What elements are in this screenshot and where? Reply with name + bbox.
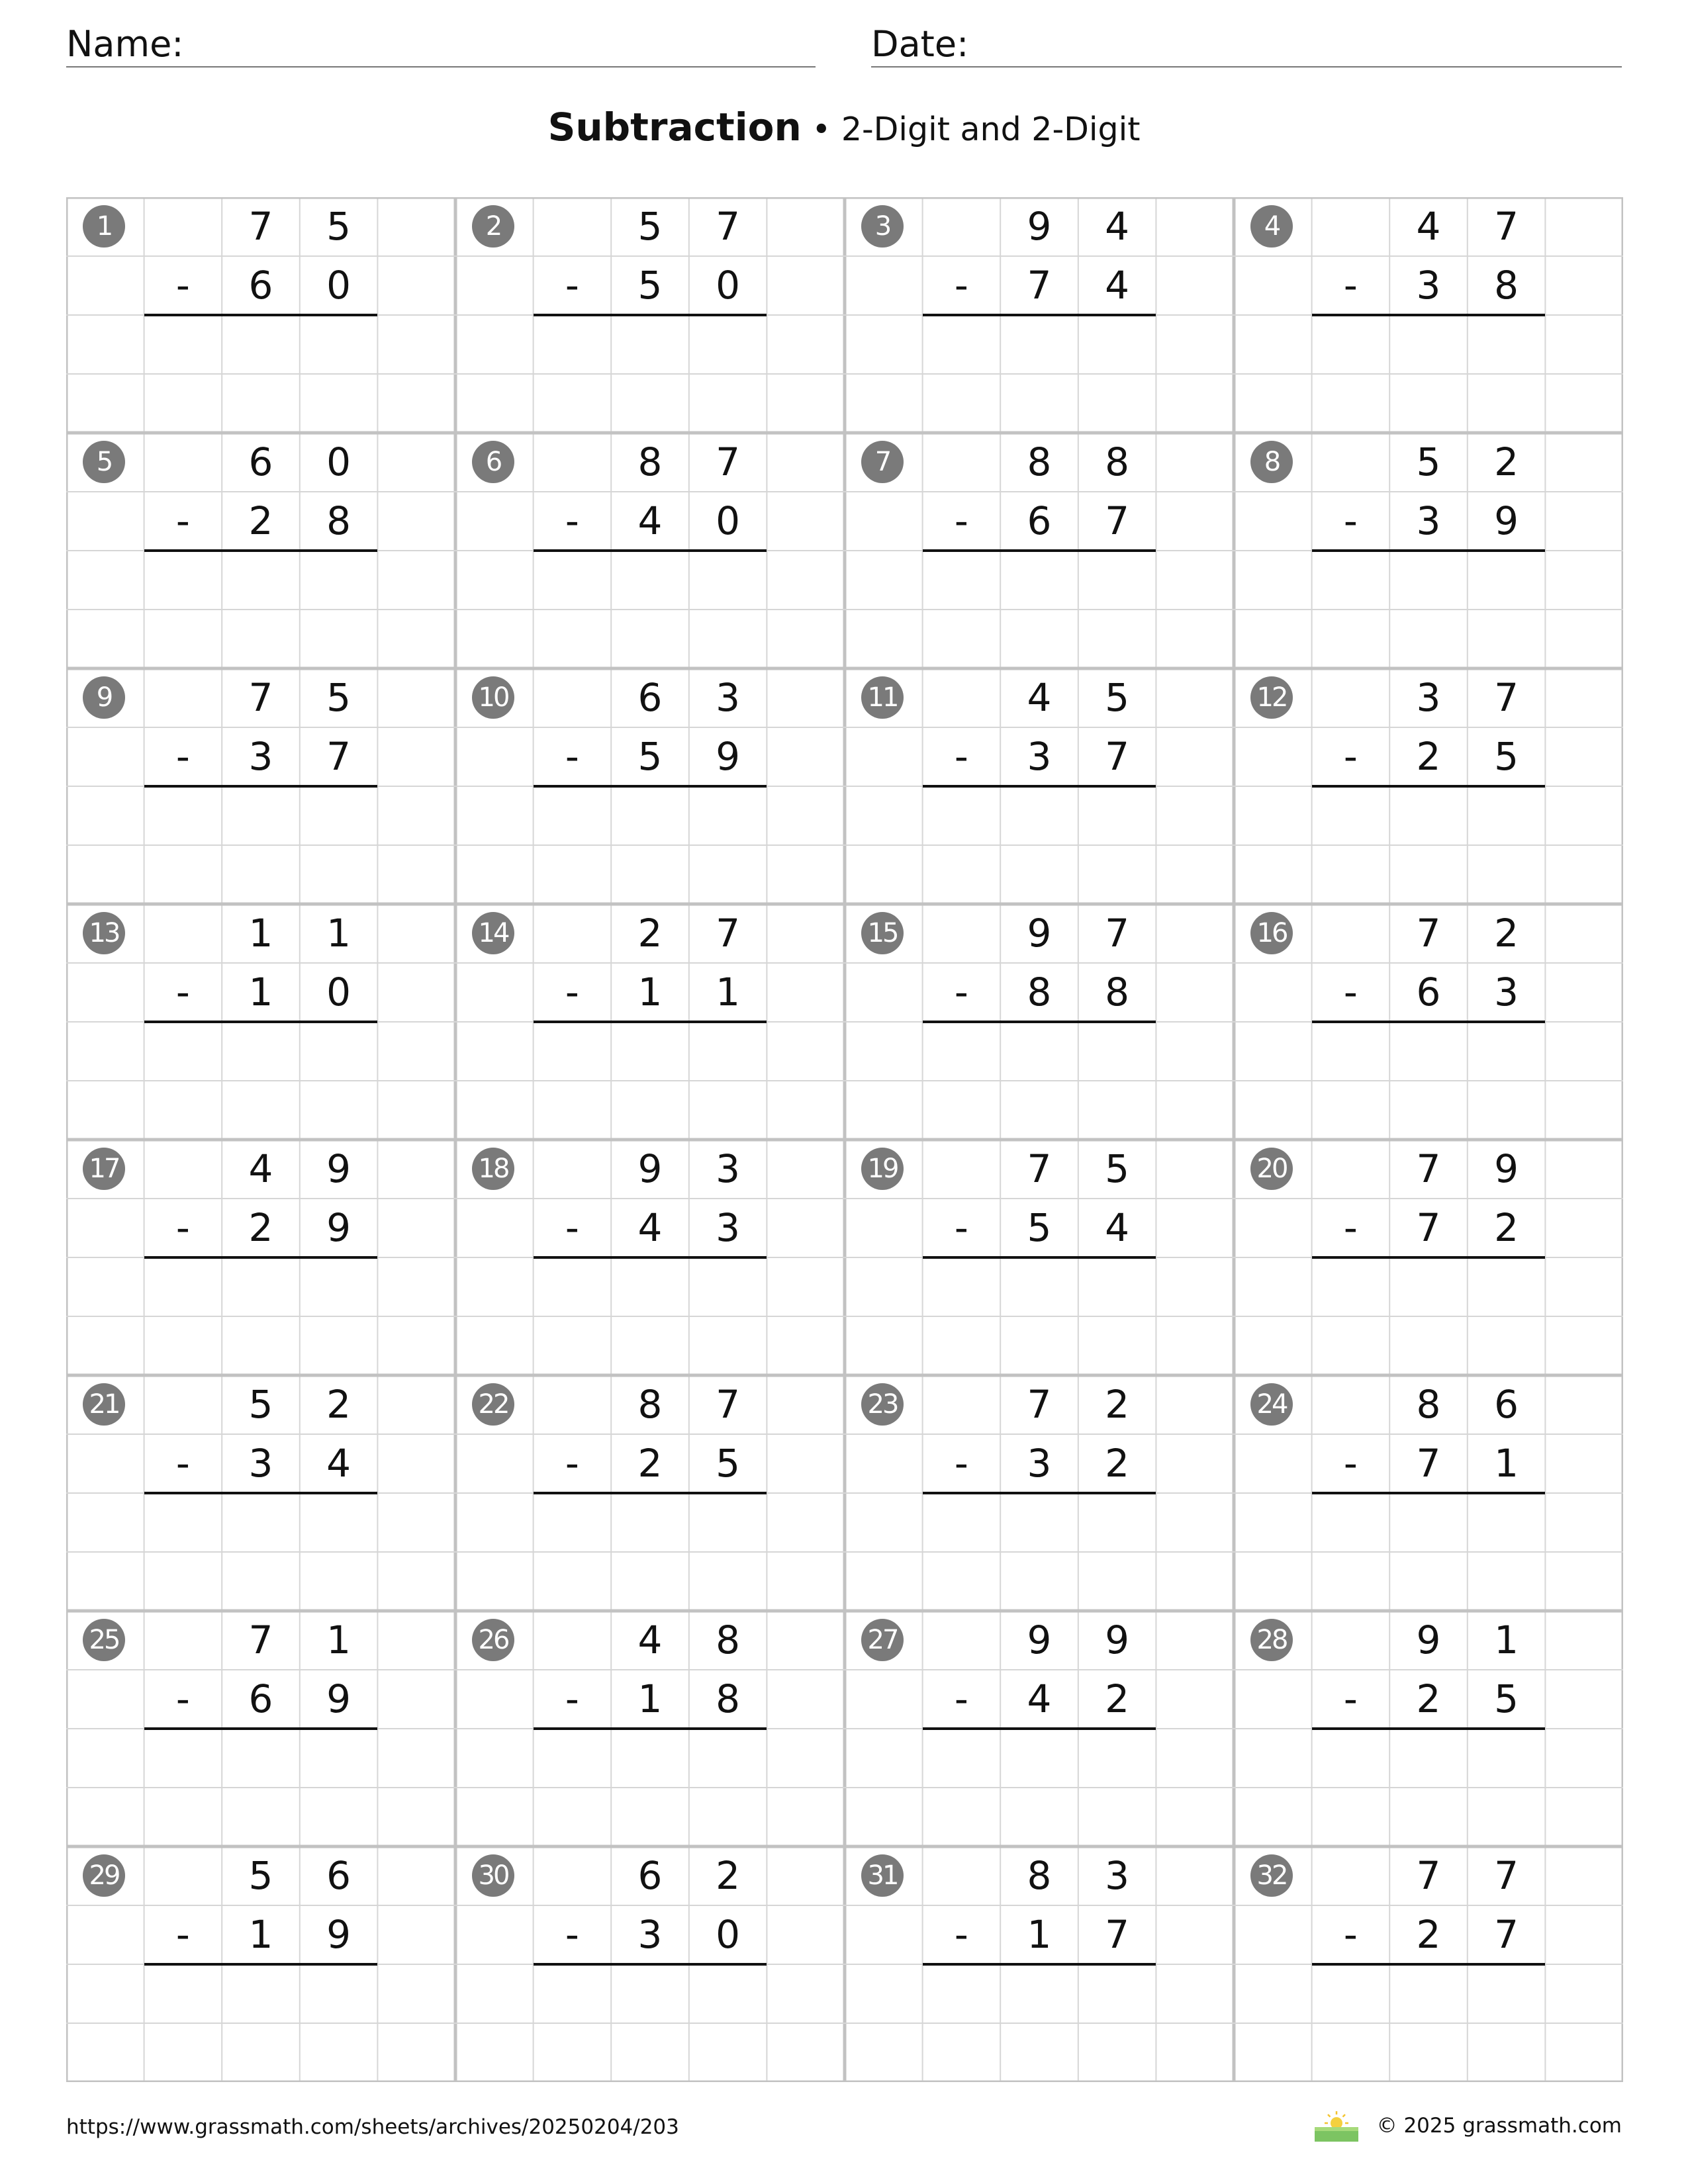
subtrahend-ones-digit: 0: [326, 263, 352, 308]
minuend-tens-digit: 7: [1027, 1146, 1052, 1191]
subtrahend-ones-digit: 8: [1494, 263, 1519, 308]
minus-sign: -: [954, 970, 968, 1015]
problem-21: [66, 1375, 455, 1611]
footer-copyright: © 2025 grassmath.com: [1376, 2114, 1622, 2138]
subtrahend-ones-digit: 4: [1105, 1205, 1130, 1250]
answer-line: [1312, 1963, 1546, 1966]
minuend-tens-digit: 5: [637, 204, 663, 249]
problem-30: [455, 1846, 845, 2082]
subtrahend-tens-digit: 1: [1027, 1912, 1052, 1957]
problem-25: [66, 1611, 455, 1846]
problem-number-badge: 8: [1250, 441, 1293, 483]
minus-sign: -: [175, 1676, 190, 1721]
minuend-ones-digit: 1: [326, 911, 352, 956]
subtrahend-ones-digit: 0: [716, 263, 741, 308]
problem-number-badge: 12: [1250, 676, 1293, 719]
subtrahend-tens-digit: 3: [1416, 263, 1441, 308]
problem-number-badge: 32: [1250, 1854, 1293, 1897]
answer-line: [144, 1963, 378, 1966]
minus-sign: -: [175, 1205, 190, 1250]
problem-19: [845, 1140, 1234, 1375]
minuend-ones-digit: 7: [716, 911, 741, 956]
subtrahend-ones-digit: 9: [326, 1912, 352, 1957]
answer-line: [534, 314, 767, 316]
minuend-ones-digit: 2: [1494, 439, 1519, 484]
subtrahend-tens-digit: 7: [1416, 1205, 1441, 1250]
title-separator: •: [801, 111, 841, 148]
subtrahend-ones-digit: 9: [1494, 498, 1519, 543]
answer-line: [144, 785, 378, 788]
answer-line: [923, 1727, 1156, 1730]
problem-number-badge: 6: [472, 441, 514, 483]
subtrahend-ones-digit: 0: [716, 498, 741, 543]
minuend-ones-digit: 5: [1105, 675, 1130, 720]
problem-number-badge: 16: [1250, 912, 1293, 954]
minus-sign: -: [565, 263, 579, 308]
minuend-ones-digit: 2: [1494, 911, 1519, 956]
minus-sign: -: [954, 498, 968, 543]
problem-number-badge: 24: [1250, 1383, 1293, 1426]
answer-line: [1312, 1256, 1546, 1259]
minuend-ones-digit: 3: [716, 1146, 741, 1191]
subtrahend-tens-digit: 6: [1416, 970, 1441, 1015]
answer-line: [144, 549, 378, 552]
subtrahend-tens-digit: 4: [637, 1205, 663, 1250]
problem-11: [845, 668, 1234, 904]
date-field[interactable]: [871, 25, 1622, 68]
problem-number-badge: 23: [861, 1383, 904, 1426]
subtrahend-tens-digit: 3: [1416, 498, 1441, 543]
subtrahend-ones-digit: 8: [1105, 970, 1130, 1015]
minuend-tens-digit: 6: [637, 675, 663, 720]
subtrahend-tens-digit: 6: [1027, 498, 1052, 543]
subtrahend-tens-digit: 3: [248, 734, 273, 779]
problem-15: [845, 904, 1234, 1140]
problem-9: [66, 668, 455, 904]
minus-sign: -: [175, 970, 190, 1015]
minuend-ones-digit: 0: [326, 439, 352, 484]
subtrahend-ones-digit: 5: [1494, 1676, 1519, 1721]
problem-20: [1234, 1140, 1623, 1375]
minuend-tens-digit: 8: [1027, 1853, 1052, 1898]
problem-number-badge: 15: [861, 912, 904, 954]
minuend-tens-digit: 2: [637, 911, 663, 956]
answer-line: [1312, 549, 1546, 552]
subtrahend-ones-digit: 7: [1105, 498, 1130, 543]
subtrahend-ones-digit: 7: [1105, 1912, 1130, 1957]
problem-number-badge: 2: [472, 205, 514, 248]
answer-line: [923, 1492, 1156, 1494]
minuend-tens-digit: 5: [248, 1382, 273, 1427]
subtrahend-ones-digit: 9: [326, 1676, 352, 1721]
minuend-ones-digit: 3: [716, 675, 741, 720]
name-underline: [66, 66, 816, 68]
problem-14: [455, 904, 845, 1140]
minuend-ones-digit: 3: [1105, 1853, 1130, 1898]
date-underline: [871, 66, 1622, 68]
answer-line: [923, 1256, 1156, 1259]
problem-32: [1234, 1846, 1623, 2082]
minus-sign: -: [175, 498, 190, 543]
answer-line: [144, 1727, 378, 1730]
minuend-tens-digit: 8: [637, 439, 663, 484]
subtrahend-tens-digit: 6: [248, 263, 273, 308]
minus-sign: -: [1343, 1441, 1358, 1486]
minus-sign: -: [954, 1441, 968, 1486]
minuend-ones-digit: 6: [1494, 1382, 1519, 1427]
subtrahend-tens-digit: 2: [248, 1205, 273, 1250]
problem-number-badge: 29: [83, 1854, 125, 1897]
problem-24: [1234, 1375, 1623, 1611]
subtrahend-tens-digit: 1: [637, 1676, 663, 1721]
title-main: Subtraction: [547, 105, 802, 150]
subtrahend-tens-digit: 1: [248, 970, 273, 1015]
problem-number-badge: 25: [83, 1619, 125, 1661]
minuend-tens-digit: 9: [637, 1146, 663, 1191]
answer-line: [1312, 1492, 1546, 1494]
subtrahend-tens-digit: 3: [637, 1912, 663, 1957]
minus-sign: -: [565, 970, 579, 1015]
subtrahend-tens-digit: 3: [1027, 734, 1052, 779]
answer-line: [923, 785, 1156, 788]
subtrahend-ones-digit: 9: [716, 734, 741, 779]
problem-6: [455, 433, 845, 668]
subtrahend-tens-digit: 4: [1027, 1676, 1052, 1721]
worksheet-title: [0, 105, 1688, 150]
minuend-tens-digit: 7: [248, 204, 273, 249]
problem-23: [845, 1375, 1234, 1611]
answer-line: [534, 1963, 767, 1966]
subtrahend-tens-digit: 6: [248, 1676, 273, 1721]
subtrahend-ones-digit: 2: [1105, 1676, 1130, 1721]
problem-26: [455, 1611, 845, 1846]
subtrahend-tens-digit: 2: [1416, 734, 1441, 779]
minus-sign: -: [565, 1441, 579, 1486]
subtrahend-ones-digit: 2: [1494, 1205, 1519, 1250]
minuend-tens-digit: 9: [1027, 911, 1052, 956]
answer-line: [923, 314, 1156, 316]
answer-line: [923, 1963, 1156, 1966]
problem-number-badge: 13: [83, 912, 125, 954]
minus-sign: -: [1343, 734, 1358, 779]
subtrahend-tens-digit: 5: [637, 263, 663, 308]
minuend-tens-digit: 6: [248, 439, 273, 484]
subtrahend-tens-digit: 7: [1416, 1441, 1441, 1486]
problem-7: [845, 433, 1234, 668]
subtrahend-tens-digit: 2: [637, 1441, 663, 1486]
minuend-tens-digit: 7: [1416, 1853, 1441, 1898]
problem-5: [66, 433, 455, 668]
minuend-tens-digit: 1: [248, 911, 273, 956]
minuend-ones-digit: 1: [326, 1617, 352, 1662]
subtrahend-tens-digit: 2: [1416, 1912, 1441, 1957]
date-label: Date:: [871, 23, 969, 65]
footer-brand: [1313, 2105, 1622, 2147]
problem-3: [845, 197, 1234, 433]
problem-29: [66, 1846, 455, 2082]
subtrahend-ones-digit: 8: [326, 498, 352, 543]
problem-number-badge: 19: [861, 1148, 904, 1190]
name-label: Name:: [66, 23, 184, 65]
minus-sign: -: [954, 1676, 968, 1721]
minuend-ones-digit: 5: [1105, 1146, 1130, 1191]
problem-grid: [66, 197, 1623, 2082]
problem-number-badge: 28: [1250, 1619, 1293, 1661]
problem-22: [455, 1375, 845, 1611]
answer-line: [534, 549, 767, 552]
subtrahend-tens-digit: 7: [1027, 263, 1052, 308]
subtrahend-ones-digit: 7: [1494, 1912, 1519, 1957]
subtrahend-ones-digit: 9: [326, 1205, 352, 1250]
minuend-tens-digit: 7: [1416, 911, 1441, 956]
subtrahend-tens-digit: 4: [637, 498, 663, 543]
problem-number-badge: 17: [83, 1148, 125, 1190]
subtrahend-tens-digit: 3: [248, 1441, 273, 1486]
problem-number-badge: 30: [472, 1854, 514, 1897]
minuend-tens-digit: 7: [1416, 1146, 1441, 1191]
minuend-ones-digit: 6: [326, 1853, 352, 1898]
answer-line: [534, 1727, 767, 1730]
minuend-tens-digit: 3: [1416, 675, 1441, 720]
problem-number-badge: 7: [861, 441, 904, 483]
subtrahend-ones-digit: 3: [716, 1205, 741, 1250]
answer-line: [1312, 785, 1546, 788]
problem-17: [66, 1140, 455, 1375]
problem-number-badge: 1: [83, 205, 125, 248]
answer-line: [1312, 1021, 1546, 1023]
minus-sign: -: [175, 1912, 190, 1957]
problem-number-badge: 3: [861, 205, 904, 248]
minuend-tens-digit: 4: [1416, 204, 1441, 249]
minuend-tens-digit: 4: [248, 1146, 273, 1191]
minus-sign: -: [954, 263, 968, 308]
subtrahend-ones-digit: 0: [326, 970, 352, 1015]
minuend-ones-digit: 8: [1105, 439, 1130, 484]
answer-line: [534, 1492, 767, 1494]
subtrahend-tens-digit: 1: [637, 970, 663, 1015]
problem-8: [1234, 433, 1623, 668]
problem-18: [455, 1140, 845, 1375]
answer-line: [534, 1256, 767, 1259]
minuend-ones-digit: 7: [716, 439, 741, 484]
problem-4: [1234, 197, 1623, 433]
minuend-ones-digit: 2: [1105, 1382, 1130, 1427]
minuend-tens-digit: 6: [637, 1853, 663, 1898]
problem-31: [845, 1846, 1234, 2082]
minuend-ones-digit: 7: [1105, 911, 1130, 956]
subtrahend-tens-digit: 2: [248, 498, 273, 543]
minuend-tens-digit: 7: [248, 675, 273, 720]
minuend-ones-digit: 5: [326, 675, 352, 720]
problem-number-badge: 14: [472, 912, 514, 954]
minus-sign: -: [1343, 1205, 1358, 1250]
subtrahend-tens-digit: 3: [1027, 1441, 1052, 1486]
minuend-ones-digit: 4: [1105, 204, 1130, 249]
minus-sign: -: [954, 1912, 968, 1957]
subtrahend-ones-digit: 5: [716, 1441, 741, 1486]
answer-line: [923, 1021, 1156, 1023]
footer-url: https://www.grassmath.com/sheets/archives/20250204/203: [66, 2115, 679, 2139]
answer-line: [1312, 314, 1546, 316]
problem-number-badge: 21: [83, 1383, 125, 1426]
minus-sign: -: [1343, 1676, 1358, 1721]
subtrahend-ones-digit: 7: [326, 734, 352, 779]
minuend-ones-digit: 7: [716, 1382, 741, 1427]
minus-sign: -: [175, 734, 190, 779]
minuend-ones-digit: 7: [716, 204, 741, 249]
minus-sign: -: [565, 1676, 579, 1721]
problem-27: [845, 1611, 1234, 1846]
name-field[interactable]: [66, 25, 816, 68]
problem-13: [66, 904, 455, 1140]
minus-sign: -: [1343, 970, 1358, 1015]
problem-number-badge: 20: [1250, 1148, 1293, 1190]
minuend-ones-digit: 9: [1494, 1146, 1519, 1191]
answer-line: [923, 549, 1156, 552]
subtrahend-ones-digit: 7: [1105, 734, 1130, 779]
minus-sign: -: [1343, 263, 1358, 308]
problem-number-badge: 9: [83, 676, 125, 719]
answer-line: [1312, 1727, 1546, 1730]
problem-number-badge: 4: [1250, 205, 1293, 248]
subtrahend-tens-digit: 1: [248, 1912, 273, 1957]
subtrahend-tens-digit: 5: [1027, 1205, 1052, 1250]
answer-line: [144, 1021, 378, 1023]
minuend-tens-digit: 5: [1416, 439, 1441, 484]
minus-sign: -: [175, 263, 190, 308]
subtrahend-ones-digit: 1: [716, 970, 741, 1015]
subtrahend-ones-digit: 1: [1494, 1441, 1519, 1486]
minuend-ones-digit: 5: [326, 204, 352, 249]
problem-number-badge: 5: [83, 441, 125, 483]
minuend-tens-digit: 9: [1027, 1617, 1052, 1662]
problem-number-badge: 11: [861, 676, 904, 719]
subtrahend-ones-digit: 5: [1494, 734, 1519, 779]
minuend-tens-digit: 9: [1416, 1617, 1441, 1662]
minus-sign: -: [175, 1441, 190, 1486]
minuend-ones-digit: 2: [716, 1853, 741, 1898]
subtrahend-tens-digit: 8: [1027, 970, 1052, 1015]
minuend-tens-digit: 9: [1027, 204, 1052, 249]
minuend-ones-digit: 9: [1105, 1617, 1130, 1662]
problem-2: [455, 197, 845, 433]
minuend-tens-digit: 7: [248, 1617, 273, 1662]
problem-1: [66, 197, 455, 433]
problem-number-badge: 26: [472, 1619, 514, 1661]
answer-line: [534, 785, 767, 788]
minuend-tens-digit: 4: [637, 1617, 663, 1662]
answer-line: [144, 1492, 378, 1494]
minuend-ones-digit: 9: [326, 1146, 352, 1191]
subtrahend-ones-digit: 2: [1105, 1441, 1130, 1486]
subtrahend-ones-digit: 3: [1494, 970, 1519, 1015]
problem-28: [1234, 1611, 1623, 1846]
subtrahend-tens-digit: 2: [1416, 1676, 1441, 1721]
problem-16: [1234, 904, 1623, 1140]
minuend-ones-digit: 2: [326, 1382, 352, 1427]
minuend-tens-digit: 8: [1027, 439, 1052, 484]
grass-sun-logo-icon: [1313, 2109, 1360, 2143]
minuend-tens-digit: 8: [637, 1382, 663, 1427]
minuend-ones-digit: 1: [1494, 1617, 1519, 1662]
minus-sign: -: [1343, 1912, 1358, 1957]
title-subtitle: 2-Digit and 2-Digit: [841, 111, 1141, 148]
problem-number-badge: 10: [472, 676, 514, 719]
problem-12: [1234, 668, 1623, 904]
answer-line: [144, 1256, 378, 1259]
subtrahend-ones-digit: 8: [716, 1676, 741, 1721]
minuend-ones-digit: 8: [716, 1617, 741, 1662]
subtrahend-ones-digit: 4: [326, 1441, 352, 1486]
minuend-ones-digit: 7: [1494, 675, 1519, 720]
minus-sign: -: [565, 1912, 579, 1957]
minuend-tens-digit: 7: [1027, 1382, 1052, 1427]
minuend-tens-digit: 8: [1416, 1382, 1441, 1427]
minuend-ones-digit: 7: [1494, 204, 1519, 249]
minus-sign: -: [954, 1205, 968, 1250]
minuend-tens-digit: 4: [1027, 675, 1052, 720]
minus-sign: -: [565, 734, 579, 779]
subtrahend-ones-digit: 0: [716, 1912, 741, 1957]
minuend-tens-digit: 5: [248, 1853, 273, 1898]
subtrahend-ones-digit: 4: [1105, 263, 1130, 308]
answer-line: [534, 1021, 767, 1023]
minus-sign: -: [1343, 498, 1358, 543]
problem-number-badge: 27: [861, 1619, 904, 1661]
subtrahend-tens-digit: 5: [637, 734, 663, 779]
problem-number-badge: 18: [472, 1148, 514, 1190]
minuend-ones-digit: 7: [1494, 1853, 1519, 1898]
problem-number-badge: 31: [861, 1854, 904, 1897]
answer-line: [144, 314, 378, 316]
minus-sign: -: [565, 1205, 579, 1250]
minus-sign: -: [954, 734, 968, 779]
minus-sign: -: [565, 498, 579, 543]
problem-10: [455, 668, 845, 904]
problem-number-badge: 22: [472, 1383, 514, 1426]
